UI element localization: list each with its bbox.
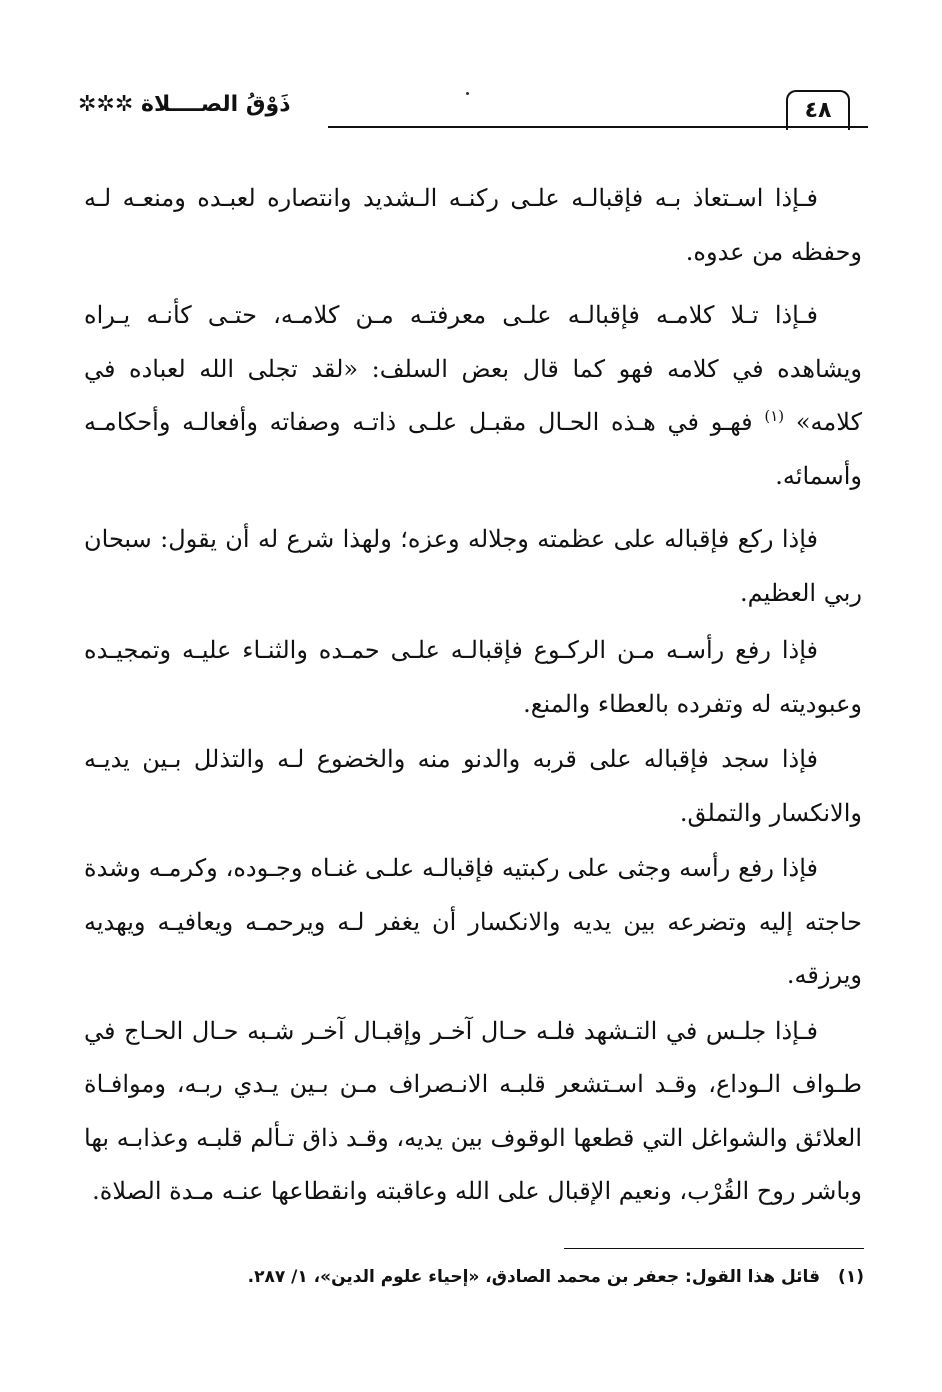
paragraph: فإذا سجد فإقباله على قربه والدنو منه والخضوع لـه والتذلل بـين يديـه والانكسار والتملق. [84,745,862,827]
paragraph: فـإذا جلـس في التـشهد فلـه حـال آخـر وإقبـال آخـر شـبه حـال الحـاج في طـواف الـوداع، وقـد اسـتشعر قلبـه الانـصراف مـن بـين يـدي ربـه، وموافـاة العلائق والشواغل التي قطعها الوقوف بين يديه، وقـد ذاق تـألم قلبـه وعذابـه بها وباشر روح القُرْب، ونعيم الإقبال على الله وعاقبته وانقطاعها عنـه مـدة الصلاة. [84,1016,863,1205]
footnote-reference: (١) [764,407,785,425]
header-rule [328,126,868,128]
paragraph-text: فـإذا تـلا كلامـه فإقبالـه علـى معرفتـه مـن كلامـه، حتـى كأنـه يـراه ويشاهده في كلامه فهو كما قال بعض السلف: «لقد تجلى الله لعباده في كلامه» [84,301,863,436]
paragraph-text: فهـو في هـذه الحـال مقبـل علـى ذاتـه وصفاته وأفعالـه وأحكامـه وأسمائه. [84,408,862,490]
footnote-text: قائل هذا القول: جعفر بن محمد الصادق، «إحياء علوم الدين»، ١/ ٢٨٧. [247,1267,821,1287]
running-title: ذَوْقُ الصــــلاة ✲✲✲ [78,92,291,117]
paragraph: فإذا ركع فإقباله على عظمته وجلاله وعزه؛ ولهذا شرع له أن يقول: سبحان ربي العظيم. [84,525,862,607]
paragraph: فـإذا اسـتعاذ بـه فإقبالـه علـى ركنـه الـشديد وانتصاره لعبـده ومنعـه لـه وحفظه من عدوه. [84,184,862,266]
footnote [164,1262,864,1292]
header-dot [466,92,469,95]
footnote-number: (١) [838,1267,864,1287]
paragraph [84,289,862,503]
body-text [84,172,862,1219]
paragraph: فإذا رفع رأسه وجثى على ركبتيه فإقبالـه علـى غنـاه وجـوده، وكرمـه وشدة حاجته إليه وتضرعه بين يديه والانكسار أن يغفر لـه ويرحمـه ويعافيـه ويهديه ويرزقه. [84,854,862,989]
footnote-divider [564,1248,864,1249]
paragraph: فإذا رفع رأسـه مـن الركـوع فإقبالـه علـى حمـده والثنـاء عليـه وتمجيـده وعبوديته له وتفرده بالعطاء والمنع. [84,636,862,718]
page-number: ٤٨ [786,90,850,130]
page-header [78,86,868,142]
